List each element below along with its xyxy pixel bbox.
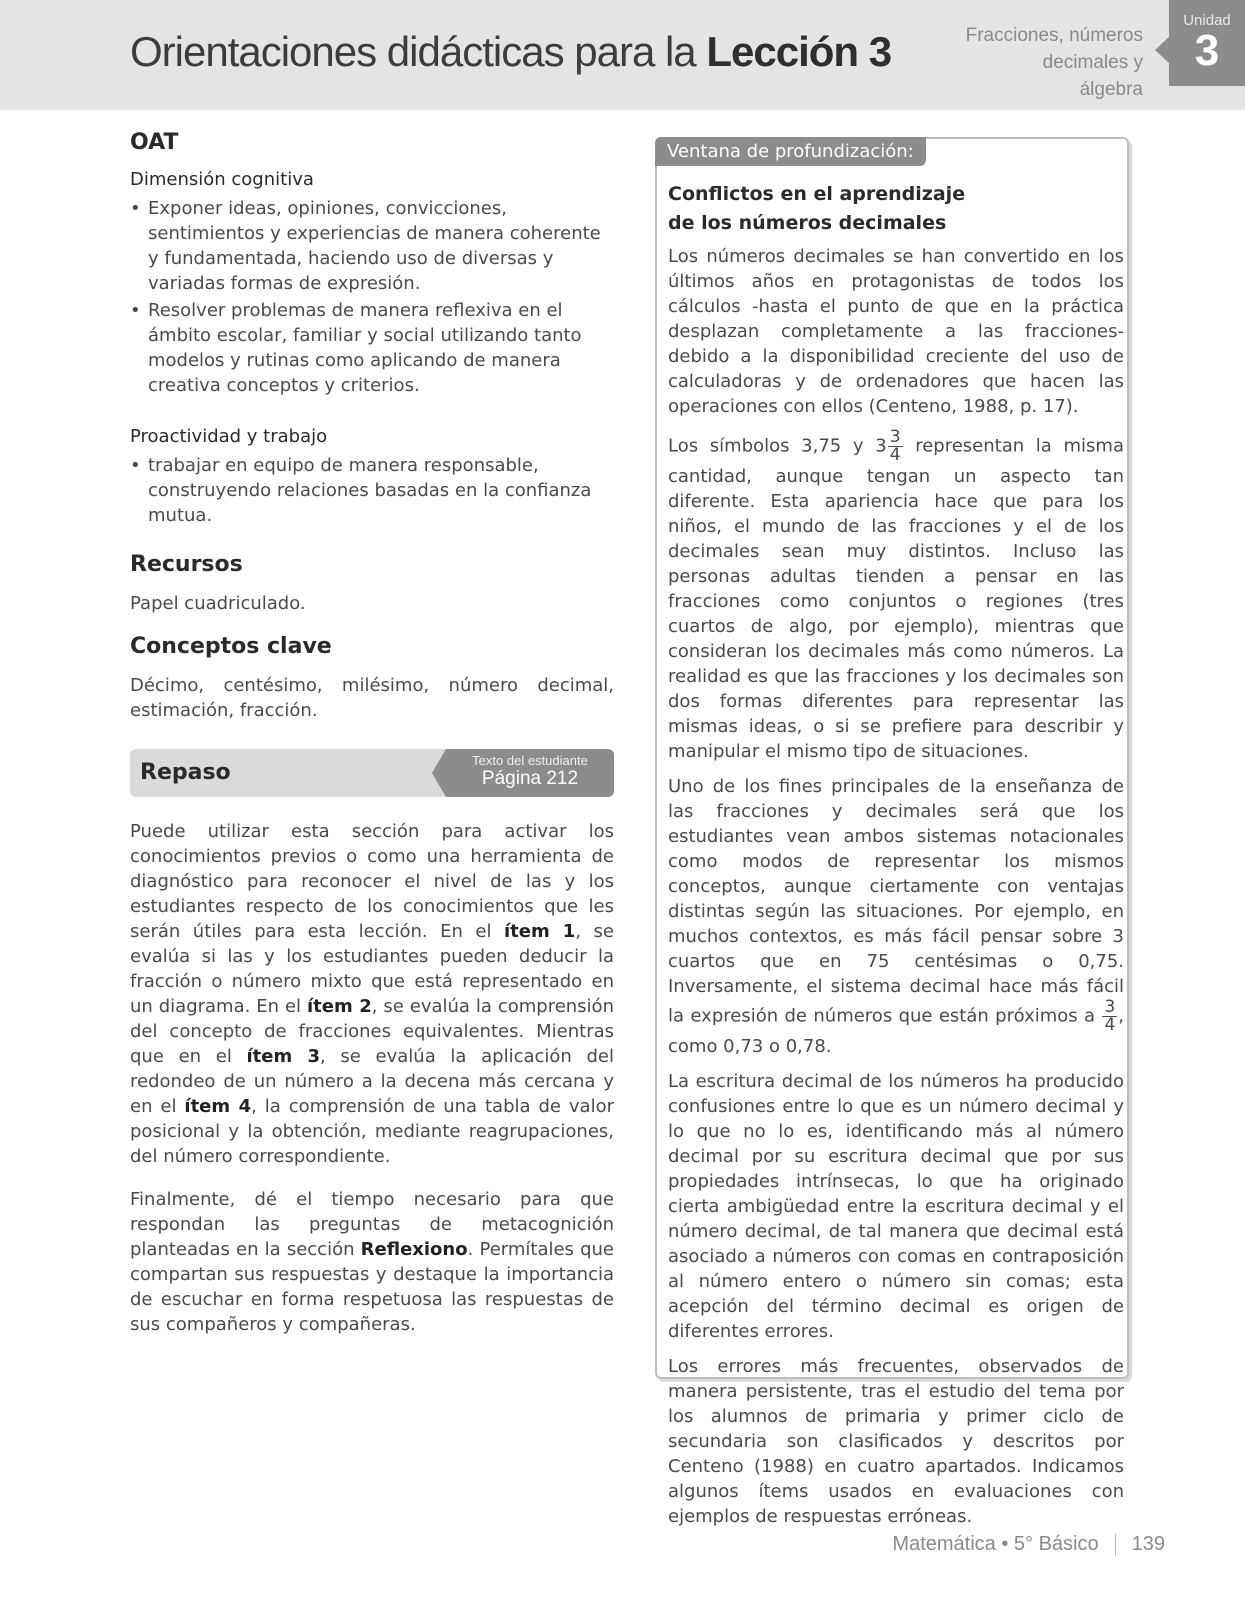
page-footer <box>892 1533 1165 1556</box>
text-run: , se evalúa si las y los estudiantes pueden deducir la fracción o número mixto que está representado en un diagrama. En el <box>130 921 615 1017</box>
subject-line-1: Fracciones, números decimales y <box>965 25 1143 73</box>
title-line-1: Conflictos en el aprendizaje <box>668 183 966 205</box>
dimension-cognitiva-heading: Dimensión cognitiva <box>130 169 314 190</box>
unit-arrow-icon <box>1155 37 1169 63</box>
box-paragraph-1: Los números decimales se han convertido en los últimos años en protagonistas de todos los cálculos -hasta el punto de que en la práctica desplazan completamente a las fracciones- debido a la disponibilidad creciente del uso de calculadoras y de ordenadores que hacen las operaciones con ellos (Centeno, 1988, p. 17). <box>668 246 1124 417</box>
bold-run: ítem 2 <box>306 996 372 1017</box>
repaso-paragraph-1 <box>130 819 614 1169</box>
unit-number: 3 <box>1194 26 1220 75</box>
list-item: • Exponer ideas, opiniones, convicciones, sentimientos y experiencias de manera coherente y fundamentada, haciendo uso de diversas y variadas formas de expresión. <box>130 196 614 296</box>
repaso-title: Repaso <box>140 760 231 785</box>
recursos-heading: Recursos <box>130 552 243 577</box>
proactividad-list <box>130 453 614 528</box>
text-run: Finalmente, dé el tiempo necesario para que respondan las preguntas de metacognición planteadas en la sección <box>130 1189 614 1260</box>
list-item: • Resolver problemas de manera reflexiva en el ámbito escolar, familiar y social utilizando tanto modelos y rutinas como aplicando de manera creativa conceptos y criterios. <box>130 298 614 398</box>
title-prefix: Orientaciones didácticas para la <box>130 28 696 75</box>
text-run: Los símbolos 3,75 y 3 <box>668 435 887 457</box>
page-header <box>0 0 1245 110</box>
text-run: Puede utilizar esta sección para activar los conocimientos previos o como una herramienta de diagnóstico para reconocer el nivel de las y los estudiantes respecto de los conocimientos que les serán útiles para esta lección. En el <box>130 821 614 942</box>
fraction <box>888 429 903 464</box>
deep-dive-content <box>668 180 1124 1539</box>
text-run: Uno de los fines principales de la enseñanza de las fracciones y decimales será que los estudiantes vean ambos sistemas notacionales como modos de representar los mismos conceptos, aunque ciertamente con ventajas distintas según las situaciones. Por ejemplo, en muchos contextos, es más fácil pensar sobre 3 cuartos que en 75 centésimas o 0,75. Inversamente, el sistema decimal hace más fácil la expresión de números que están próximos a <box>668 776 1124 1027</box>
conceptos-text: Décimo, centésimo, milésimo, número decimal, estimación, fracción. <box>130 675 614 721</box>
text-run: , se evalúa la comprensión del concepto de fracciones equivalentes. Mientras que en el <box>130 996 614 1067</box>
fraction-denominator: 4 <box>889 445 901 465</box>
footer-book: Matemática • 5° Básico <box>892 1533 1099 1555</box>
repaso-paragraph-2 <box>130 1187 614 1337</box>
text-run: , se evalúa la aplicación del redondeo de un número a la decena más cercana y en el <box>130 1046 615 1117</box>
box-paragraph-4: La escritura decimal de los números ha producido confusiones entre lo que es un número decimal y lo que no lo es, identificando más al número decimal por su escritura decimal que por sus propiedades intrínsecas, lo que ha originado cierta ambigüedad entre la escritura decimal y el número decimal, de tal manera que decimal está asociado a números con comas en contraposición al número entero o número sin comas; esta acepción del término decimal es origen de diferentes errores. <box>668 1071 1124 1342</box>
tag-small-label: Texto del estudiante <box>472 753 588 768</box>
unit-badge <box>1169 0 1245 86</box>
unit-label: Unidad <box>1183 12 1231 29</box>
bold-run: ítem 4 <box>184 1096 252 1117</box>
text-run: representan la misma cantidad, aunque tengan un aspecto tan diferente. Esta apariencia hace que para los niños, el mundo de las fracciones y el de los decimales sean muy distintos. Incluso las personas adultas tienden a pensar en las fracciones como conjuntos o regiones (tres cuartos de algo, por ejemplo), mientras que consideran los decimales más como números. La realidad es que las fracciones y los decimales son dos formas diferentes para representar las mismas ideas, o si se prefiere para describir y manipular el mismo tipo de situaciones. <box>668 435 1124 762</box>
subject-line-2: álgebra <box>1079 79 1143 100</box>
box-paragraph-3 <box>668 774 1124 1059</box>
dimension-cognitiva-list <box>130 196 614 398</box>
bold-run: ítem 3 <box>246 1046 321 1067</box>
deep-dive-tag: Ventana de profundización: <box>655 137 926 166</box>
unit-subject <box>883 22 1143 103</box>
bold-run: ítem 1 <box>504 921 576 942</box>
oat-heading: OAT <box>130 130 179 155</box>
text-run: , como 0,73 o 0,78. <box>668 1005 1124 1057</box>
box-paragraph-5: Los errores más frecuentes, observados de manera persistente, tras el estudio del tema por los alumnos de primaria y primer ciclo de secundaria son clasificados y descritos por Centeno (1988) en cuatro apartados. Indicamos algunos ítems usados en evaluaciones con ejemplos de respuestas erróneas. <box>668 1356 1124 1527</box>
page-title <box>130 28 891 76</box>
page-number: 139 <box>1131 1533 1165 1555</box>
list-item: • trabajar en equipo de manera responsable, construyendo relaciones basadas en la confianza mutua. <box>130 453 614 528</box>
deep-dive-title <box>668 180 1124 238</box>
proactividad-heading: Proactividad y trabajo <box>130 426 328 447</box>
student-text-page-tag <box>446 749 614 797</box>
fraction <box>1102 999 1117 1034</box>
tag-page-label: Página 212 <box>481 768 579 789</box>
title-line-2: de los números decimales <box>668 212 947 234</box>
repaso-bar <box>130 749 614 797</box>
recursos-text: Papel cuadriculado. <box>130 593 306 614</box>
fraction-numerator: 3 <box>889 427 901 447</box>
fraction-denominator: 4 <box>1104 1015 1116 1035</box>
left-column <box>130 130 614 1355</box>
footer-divider <box>1115 1534 1116 1556</box>
fraction-numerator: 3 <box>1104 997 1116 1017</box>
text-run: , la comprensión de una tabla de valor posicional y la obtención, mediante reagrupaciones, del número correspondiente. <box>130 1096 614 1167</box>
text-run: . Permítales que compartan sus respuestas y destaque la importancia de escuchar en forma respetuosa las respuestas de sus compañeros y compañeras. <box>130 1239 614 1335</box>
title-lesson: Lección 3 <box>706 28 892 75</box>
bold-run: Reflexiono <box>360 1239 468 1260</box>
box-paragraph-2 <box>668 429 1124 764</box>
conceptos-heading: Conceptos clave <box>130 634 332 659</box>
